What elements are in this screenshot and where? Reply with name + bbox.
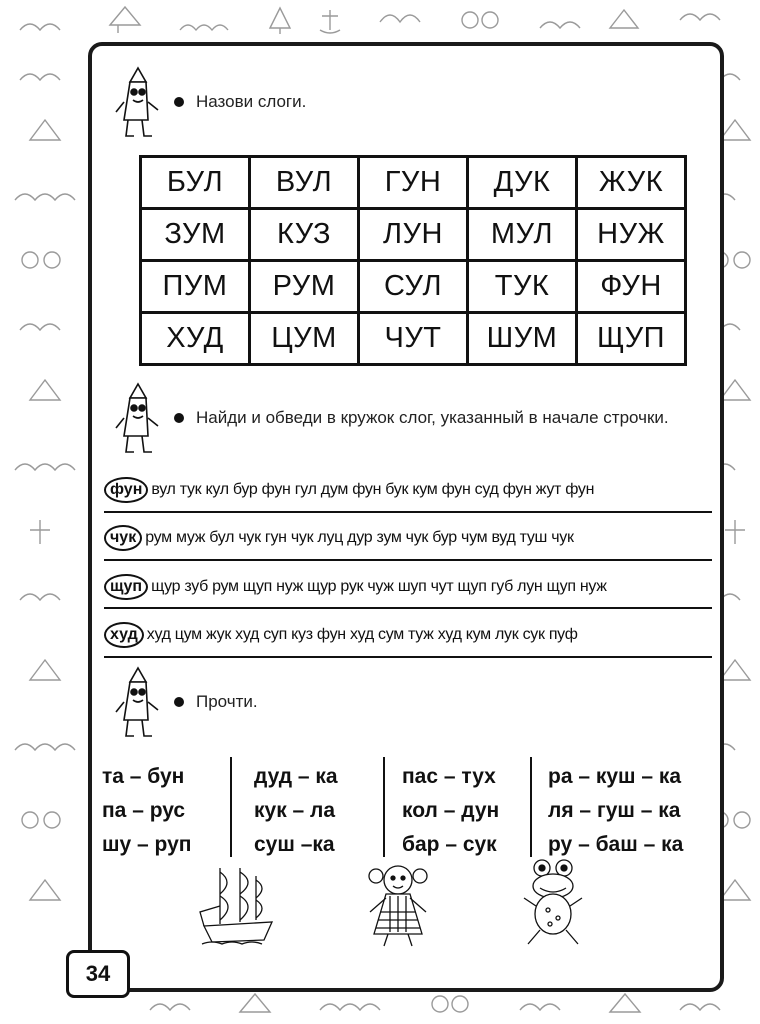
reading-column bbox=[548, 760, 683, 862]
syllable-cell: ШУМ bbox=[468, 313, 577, 365]
syllable-cell: БУЛ bbox=[141, 157, 250, 209]
reading-word: кол – дун bbox=[402, 799, 500, 822]
syllable-cell: ЛУН bbox=[359, 209, 468, 261]
syllable-cell: МУЛ bbox=[468, 209, 577, 261]
syllable-cell: РУМ bbox=[250, 261, 359, 313]
reading-word: бар – сук bbox=[402, 833, 497, 856]
syllable-cell: ХУД bbox=[141, 313, 250, 365]
reading-word: пас – тух bbox=[402, 765, 496, 788]
instruction-3 bbox=[174, 692, 258, 712]
target-syllable: фун bbox=[104, 477, 148, 503]
instruction-1 bbox=[174, 92, 306, 112]
sailboat-picture bbox=[198, 862, 278, 946]
instruction-text: Назови слоги. bbox=[196, 92, 307, 111]
reading-word: ра – куш – ка bbox=[548, 765, 682, 788]
reading-column bbox=[102, 760, 191, 862]
reading-word: ру – баш – ка bbox=[548, 833, 684, 856]
column-divider bbox=[530, 757, 532, 857]
syllable-cell: ФУН bbox=[577, 261, 686, 313]
syllable-cell: ГУН bbox=[359, 157, 468, 209]
syllable-cell: ЧУТ bbox=[359, 313, 468, 365]
row-divider bbox=[104, 511, 712, 513]
row-divider bbox=[104, 656, 712, 658]
find-row bbox=[104, 617, 714, 653]
reading-word: суш –ка bbox=[254, 833, 335, 856]
syllable-table bbox=[139, 155, 687, 366]
syllable-cell: КУЗ bbox=[250, 209, 359, 261]
syllable-cell: ЩУП bbox=[577, 313, 686, 365]
bullet-icon bbox=[174, 697, 184, 707]
target-syllable: щуп bbox=[104, 574, 148, 600]
row-divider bbox=[104, 607, 712, 609]
bullet-icon bbox=[174, 97, 184, 107]
find-row bbox=[104, 569, 714, 605]
reading-word: па – рус bbox=[102, 799, 186, 822]
column-divider bbox=[383, 757, 385, 857]
syllable-cell: ЗУМ bbox=[141, 209, 250, 261]
row-words: худ цум жук худ суп куз фун худ сум туж худ кум лук сук пуф bbox=[146, 626, 578, 643]
instruction-text: Найди и обведи в кружок слог, указанный в начале строчки. bbox=[196, 408, 669, 427]
row-words: вул тук кул бур фун гул дум фун бук кум фун суд фун жут фун bbox=[151, 481, 595, 498]
reading-word: ля – гуш – ка bbox=[548, 799, 681, 822]
instruction-text: Прочти. bbox=[196, 692, 258, 711]
reading-word: та – бун bbox=[102, 765, 185, 788]
doll-picture bbox=[356, 860, 440, 948]
pencil-mascot-icon bbox=[114, 66, 162, 144]
syllable-cell: СУЛ bbox=[359, 261, 468, 313]
column-divider bbox=[230, 757, 232, 857]
syllable-cell: ЖУК bbox=[577, 157, 686, 209]
syllable-cell: ДУК bbox=[468, 157, 577, 209]
row-words: щур зуб рум щуп нуж щур рук чуж шуп чут щуп губ лун щуп нуж bbox=[151, 578, 607, 595]
reading-word: дуд – ка bbox=[254, 765, 338, 788]
find-row bbox=[104, 472, 714, 508]
page-number: 34 bbox=[66, 950, 130, 998]
reading-column bbox=[254, 760, 338, 862]
frog-picture bbox=[520, 856, 588, 948]
target-syllable: худ bbox=[104, 622, 144, 648]
pencil-mascot-icon bbox=[114, 666, 162, 744]
instruction-2 bbox=[174, 408, 669, 428]
find-row bbox=[104, 520, 714, 556]
reading-word: шу – руп bbox=[102, 833, 192, 856]
syllable-cell: ЦУМ bbox=[250, 313, 359, 365]
syllable-cell: НУЖ bbox=[577, 209, 686, 261]
row-divider bbox=[104, 559, 712, 561]
syllable-cell: ВУЛ bbox=[250, 157, 359, 209]
row-words: рум муж бул чук гун чук луц дур зум чук бур чум вуд туш чук bbox=[145, 529, 574, 546]
pencil-mascot-icon bbox=[114, 382, 162, 460]
bullet-icon bbox=[174, 413, 184, 423]
reading-word: кук – ла bbox=[254, 799, 336, 822]
syllable-cell: ПУМ bbox=[141, 261, 250, 313]
target-syllable: чук bbox=[104, 525, 142, 551]
reading-column bbox=[402, 760, 499, 862]
syllable-cell: ТУК bbox=[468, 261, 577, 313]
